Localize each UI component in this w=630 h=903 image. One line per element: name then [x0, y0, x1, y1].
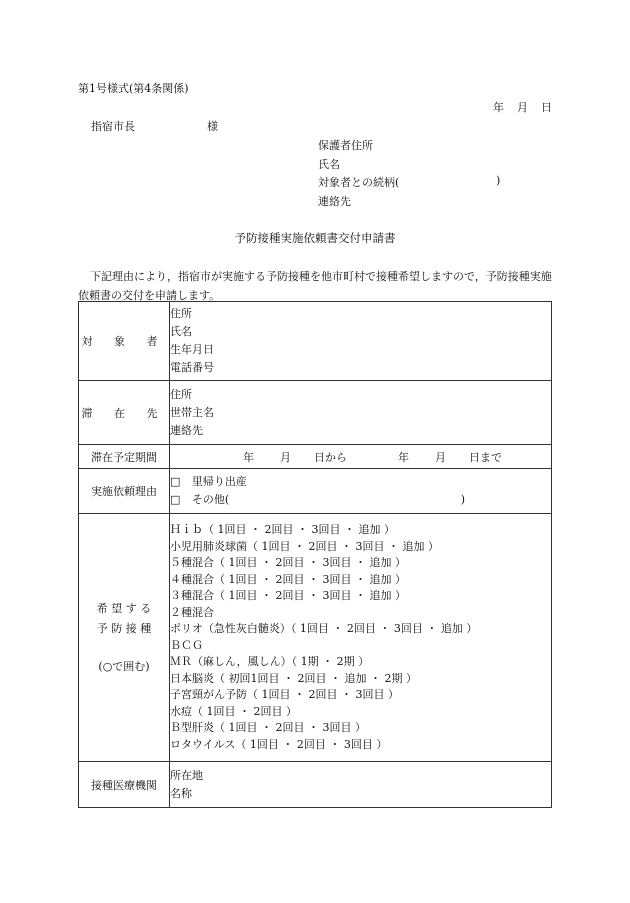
addressee-suffix: 様: [207, 120, 218, 133]
period-from-month: 月: [280, 450, 291, 464]
reason-other-close: ): [460, 493, 465, 506]
vaccine-row: [79, 514, 552, 762]
addressee: 指宿市長: [91, 120, 135, 133]
clinic-fields: [170, 762, 552, 808]
stay-contact-label: 連絡先: [170, 423, 203, 437]
period-cell: [170, 445, 552, 469]
vaccine-list: [170, 514, 552, 762]
reason-option-homecoming[interactable]: [170, 473, 551, 491]
period-label: 滞在予定期間: [79, 445, 170, 469]
guardian-name-label: 氏名: [318, 158, 340, 171]
vaccine-item-pneumococcal[interactable]: 小児用肺炎球菌（ 1回目 ・ 2回目 ・ 3回目 ・ 追加 ）: [170, 539, 439, 553]
period-to-year: 年: [398, 450, 409, 464]
relation-label: 対象者との続柄(: [318, 176, 400, 189]
vaccine-item-bcg[interactable]: ＢＣＧ: [170, 638, 203, 652]
stay-label-cell: [79, 381, 170, 445]
target-birthdate-label: 生年月日: [170, 343, 214, 356]
vaccine-label-line2: 予 防 接 種: [96, 621, 152, 635]
period-to-day: 日まで: [469, 450, 502, 464]
contact-label: 連絡先: [318, 195, 351, 208]
reason-cell: [170, 469, 552, 514]
checkbox-homecoming[interactable]: □: [170, 475, 181, 488]
vaccine-item-rotavirus[interactable]: ロタウイルス（ 1回目 ・ 2回目 ・ 3回目 ）: [170, 737, 388, 751]
target-label-cell: [79, 302, 170, 381]
guardian-address-label: 保護者住所: [318, 139, 373, 152]
reason-row: [79, 469, 552, 514]
form-number: 第1号様式(第4条関係): [78, 82, 189, 95]
vaccine-item-mr[interactable]: ＭＲ（麻しん，風しん）（ 1期 ・ 2期 ）: [170, 655, 370, 668]
period-from-year: 年: [243, 450, 254, 464]
clinic-name-label: 名称: [170, 786, 192, 800]
vaccine-item-varicella[interactable]: 水痘（ 1回目 ・ 2回目 ）: [170, 704, 297, 718]
application-table: [78, 301, 552, 808]
target-row: [79, 302, 552, 381]
vaccine-item-hpv[interactable]: 子宮頸がん予防（ 1回目 ・ 2回目 ・ 3回目 ）: [170, 688, 399, 701]
vaccine-item-5-combo[interactable]: ５種混合（ 1回目 ・ 2回目 ・ 3回目 ・ 追加 ）: [170, 556, 406, 569]
document-title: 予防接種実施依頼書交付申請書: [234, 231, 396, 245]
stay-fields: [170, 381, 552, 445]
clinic-label: 接種医療機関: [79, 762, 170, 808]
reason-label: 実施依頼理由: [79, 469, 170, 514]
vaccine-item-4-combo[interactable]: ４種混合（ 1回目 ・ 2回目 ・ 3回目 ・ 追加 ）: [170, 572, 406, 586]
reason-option-other[interactable]: [170, 491, 551, 509]
clinic-location-label: 所在地: [170, 768, 203, 782]
period-from-day: 日から: [314, 450, 347, 464]
date-day-label: 日: [541, 101, 552, 114]
relation-close: ): [496, 174, 501, 187]
vaccine-label-cell: [79, 514, 170, 762]
target-phone-label: 電話番号: [170, 361, 214, 374]
period-to-month: 月: [435, 450, 446, 464]
vaccine-label-note: (○で囲む): [98, 659, 150, 673]
reason-homecoming-text: 里帰り出産: [191, 475, 247, 488]
vaccine-item-hepatitis-b[interactable]: Ｂ型肝炎（ 1回目 ・ 2回目 ・ 3回目 ）: [170, 721, 366, 734]
checkbox-other[interactable]: □: [170, 493, 181, 506]
target-address-label: 住所: [170, 307, 192, 320]
vaccine-item-3-combo[interactable]: ３種混合（ 1回目 ・ 2回目 ・ 3回目 ・ 追加 ）: [170, 589, 406, 602]
target-label: 対 象 者: [81, 335, 167, 348]
vaccine-label-line1: 希 望 す る: [96, 601, 152, 615]
stay-label: 滞 在 先: [81, 406, 167, 420]
stay-row: [79, 381, 552, 445]
vaccine-item-hib[interactable]: Ｈｉｂ（ 1回目 ・ 2回目 ・ 3回目 ・ 追加 ）: [170, 523, 395, 536]
period-values: [170, 449, 551, 465]
vaccine-item-polio[interactable]: ポリオ（急性灰白髄炎）（ 1回目 ・ 2回目 ・ 3回目 ・ 追加 ）: [170, 622, 478, 635]
clinic-row: [79, 762, 552, 808]
target-name-label: 氏名: [170, 325, 192, 338]
reason-other-text: その他(: [191, 493, 230, 506]
stay-householder-label: 世帯主名: [170, 405, 214, 419]
target-fields: [170, 302, 552, 381]
intro-text: 下記理由により，指宿市が実施する予防接種を他市町村で接種希望しますので，予防接種実施依頼書の交付を申請します。: [78, 270, 552, 302]
vaccine-item-2-combo[interactable]: ２種混合: [170, 605, 214, 619]
stay-address-label: 住所: [170, 387, 192, 401]
vaccine-item-japanese-encephalitis[interactable]: 日本脳炎（ 初回1回目 ・ 2回目 ・ 追加 ・ 2期 ）: [170, 671, 417, 685]
date-year-label: 年: [493, 101, 504, 114]
period-row: [79, 445, 552, 469]
date-month-label: 月: [517, 101, 528, 114]
